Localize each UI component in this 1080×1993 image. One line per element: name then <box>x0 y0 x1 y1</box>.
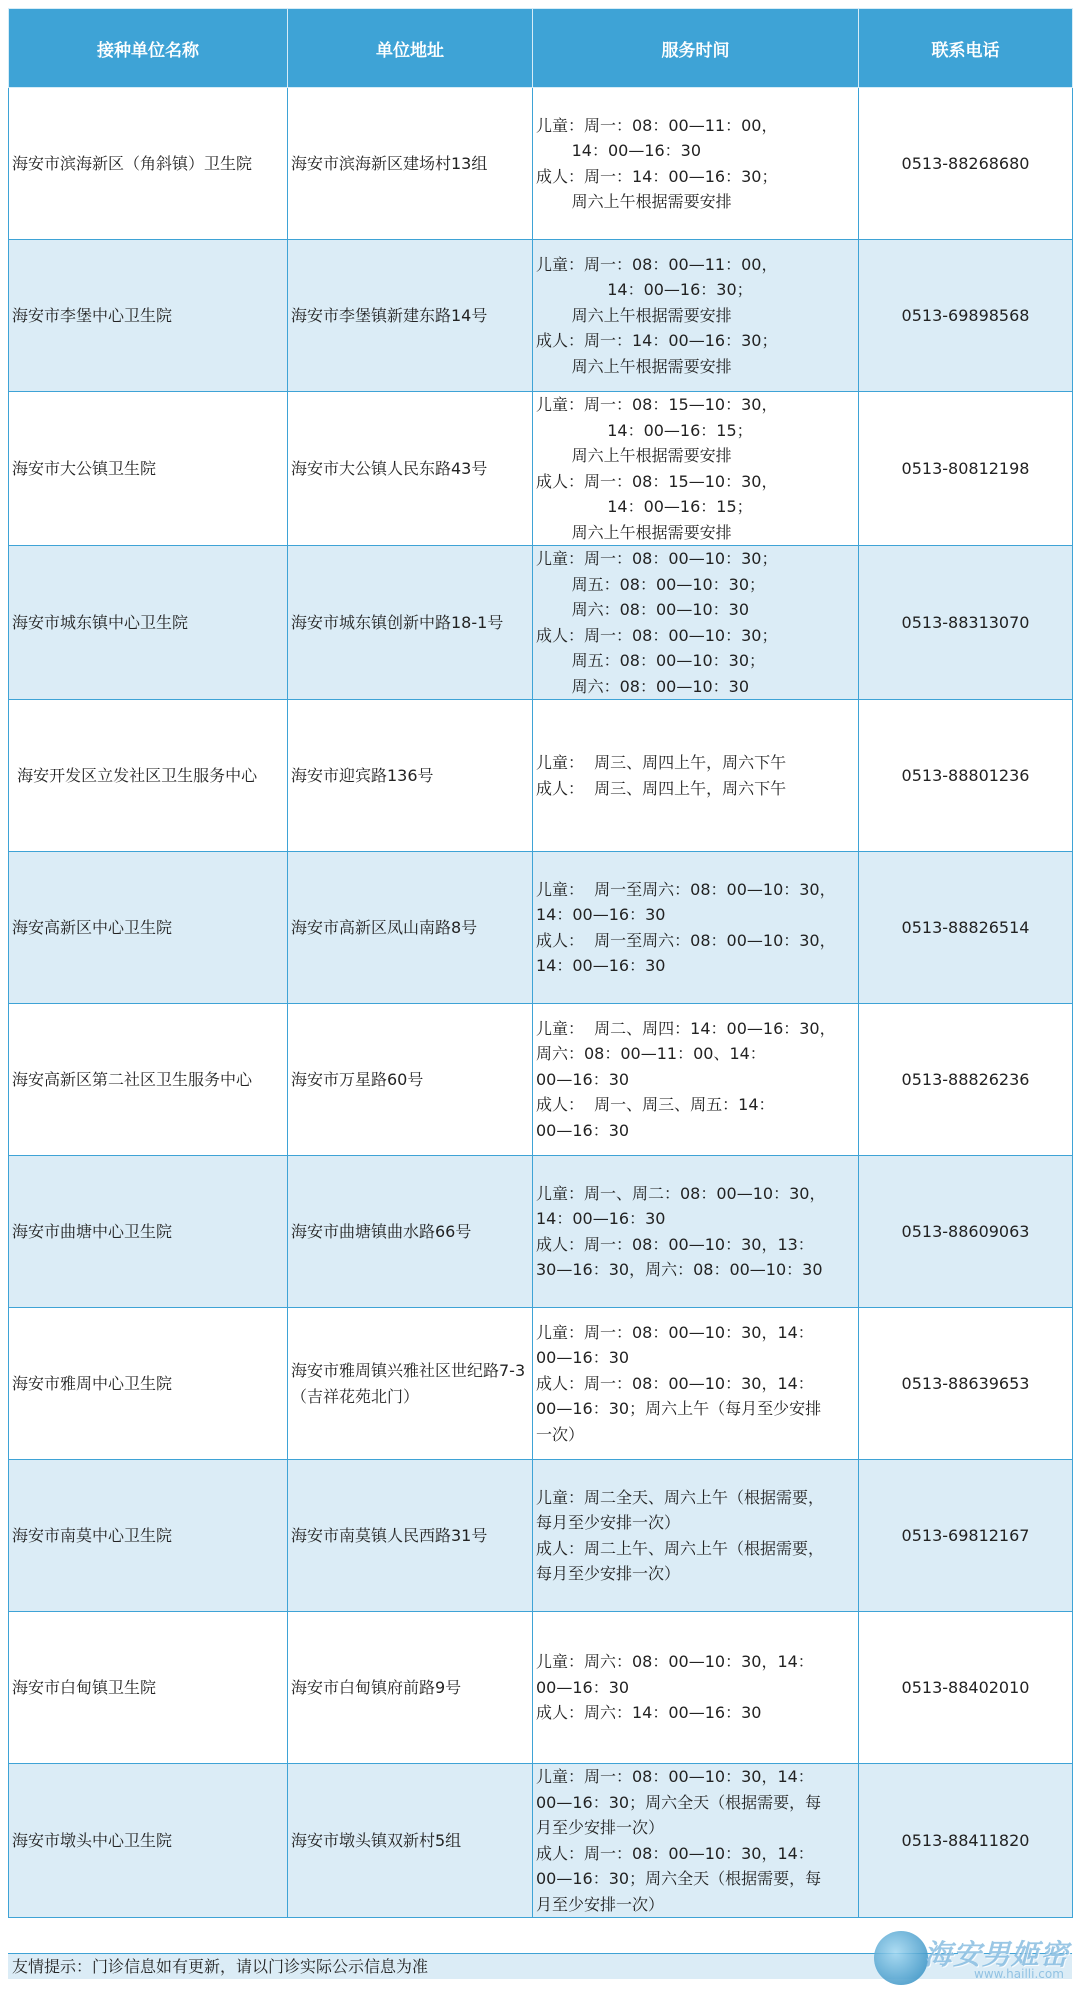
service-time-line: 成人： 周三、周四上午，周六下午 <box>536 778 787 798</box>
service-time-line: 儿童： 周二、周四：14：00—16：30， <box>536 1018 836 1038</box>
vaccination-table-container <box>8 8 1072 1918</box>
table-row <box>9 1460 1073 1612</box>
watermark-url: www.hailli.com <box>974 1967 1064 1981</box>
service-time-line: 成人：周一：08：15—10：30， <box>536 471 778 491</box>
unit-address-cell: 海安市大公镇人民东路43号 <box>288 392 533 546</box>
service-time-line: 周六上午根据需要安排 <box>536 446 732 465</box>
service-time-line: 儿童： 周一至周六：08：00—10：30， <box>536 879 836 899</box>
unit-name-cell: 海安市滨海新区（角斜镇）卫生院 <box>9 88 288 240</box>
unit-name-cell: 海安开发区立发社区卫生服务中心 <box>9 700 288 852</box>
phone-cell: 0513-80812198 <box>859 392 1073 546</box>
table-row <box>9 1156 1073 1308</box>
service-time-line: 儿童：周一：08：00—10：30，14： <box>536 1767 814 1786</box>
service-time-line: 14：00—16：30 <box>536 956 666 975</box>
phone-cell: 0513-88826514 <box>859 852 1073 1004</box>
service-time-line: 00—16：30；周六上午（每月至少安排 <box>536 1399 822 1419</box>
service-time-line: 儿童：周一、周二：08：00—10：30， <box>536 1183 826 1203</box>
unit-name-cell: 海安市城东镇中心卫生院 <box>9 546 288 700</box>
service-time-line: 成人：周六：14：00—16：30 <box>536 1703 762 1723</box>
service-time-line: 儿童：周一：08：00—11：00， <box>536 254 778 274</box>
table-row <box>9 1612 1073 1764</box>
service-time-line: 儿童：周一：08：00—10：30，14： <box>536 1322 814 1342</box>
header-phone: 联系电话 <box>859 9 1073 88</box>
table-row <box>9 88 1073 240</box>
service-time-cell <box>533 546 859 700</box>
service-time-line: 成人：周一：08：00—10：30； <box>536 625 778 645</box>
service-time-line: 成人：周一：08：00—10：30，14： <box>536 1373 814 1393</box>
site-watermark <box>874 1927 1074 1989</box>
phone-cell: 0513-88826236 <box>859 1004 1073 1156</box>
phone-cell: 0513-88402010 <box>859 1612 1073 1764</box>
service-time-line: 儿童：周二全天、周六上午（根据需要， <box>536 1487 825 1507</box>
table-row <box>9 240 1073 392</box>
unit-name-cell: 海安市墩头中心卫生院 <box>9 1764 288 1918</box>
table-row <box>9 700 1073 852</box>
unit-address-cell: 海安市雅周镇兴雅社区世纪路7-3（吉祥花苑北门） <box>288 1308 533 1460</box>
unit-address-cell: 海安市白甸镇府前路9号 <box>288 1612 533 1764</box>
service-time-cell <box>533 700 859 852</box>
service-time-line: 儿童：周一：08：00—11：00， <box>536 115 778 135</box>
table-row <box>9 852 1073 1004</box>
unit-name-cell: 海安市大公镇卫生院 <box>9 392 288 546</box>
service-time-line: 周六上午根据需要安排 <box>536 305 732 325</box>
service-time-cell <box>533 1764 859 1918</box>
unit-name-cell: 海安市李堡中心卫生院 <box>9 240 288 392</box>
phone-cell: 0513-88313070 <box>859 546 1073 700</box>
unit-address-cell: 海安市李堡镇新建东路14号 <box>288 240 533 392</box>
service-time-line: 00—16：30；周六全天（根据需要，每 <box>536 1869 822 1888</box>
service-time-line: 周六上午根据需要安排 <box>536 356 732 376</box>
service-time-line: 月至少安排一次） <box>536 1894 665 1914</box>
phone-cell: 0513-69812167 <box>859 1460 1073 1612</box>
phone-cell: 0513-88609063 <box>859 1156 1073 1308</box>
service-time-line: 周六上午根据需要安排 <box>536 522 732 542</box>
service-time-line: 成人：周二上午、周六上午（根据需要， <box>536 1538 825 1558</box>
service-time-cell <box>533 392 859 546</box>
service-time-line: 30—16：30，周六：08：00—10：30 <box>536 1260 823 1279</box>
service-time-cell <box>533 1004 859 1156</box>
service-time-line: 00—16：30 <box>536 1120 630 1140</box>
header-unit-name: 接种单位名称 <box>9 9 288 88</box>
phone-cell: 0513-88411820 <box>859 1764 1073 1918</box>
service-time-cell <box>533 1460 859 1612</box>
unit-name-cell: 海安高新区第二社区卫生服务中心 <box>9 1004 288 1156</box>
unit-address-cell: 海安市城东镇创新中路18-1号 <box>288 546 533 700</box>
unit-address-cell: 海安市曲塘镇曲水路66号 <box>288 1156 533 1308</box>
service-time-line: 周六：08：00—10：30 <box>536 676 750 696</box>
table-row <box>9 1764 1073 1918</box>
unit-name-cell: 海安市曲塘中心卫生院 <box>9 1156 288 1308</box>
phone-cell: 0513-88639653 <box>859 1308 1073 1460</box>
service-time-line: 14：00—16：15； <box>536 420 753 440</box>
phone-cell: 0513-69898568 <box>859 240 1073 392</box>
service-time-cell <box>533 240 859 392</box>
service-time-line: 00—16：30 <box>536 1677 630 1697</box>
unit-name-cell: 海安市南莫中心卫生院 <box>9 1460 288 1612</box>
vaccination-table <box>8 8 1073 1918</box>
table-row <box>9 392 1073 546</box>
service-time-line: 周五：08：00—10：30； <box>536 651 766 670</box>
header-unit-address: 单位地址 <box>288 9 533 88</box>
watermark-text: 海安男姬密 <box>924 1938 1070 1971</box>
service-time-line: 成人：周一：08：00—10：30，13： <box>536 1234 814 1254</box>
service-time-line: 每月至少安排一次） <box>536 1513 681 1532</box>
service-time-line: 周六：08：00—10：30 <box>536 600 750 619</box>
unit-address-cell: 海安市滨海新区建场村13组 <box>288 88 533 240</box>
unit-address-cell: 海安市高新区凤山南路8号 <box>288 852 533 1004</box>
service-time-line: 一次） <box>536 1424 585 1444</box>
service-time-line: 儿童：周一：08：00—10：30； <box>536 549 778 568</box>
unit-address-cell: 海安市万星路60号 <box>288 1004 533 1156</box>
service-time-line: 周五：08：00—10：30； <box>536 574 766 594</box>
service-time-line: 每月至少安排一次） <box>536 1564 681 1583</box>
service-time-cell <box>533 1156 859 1308</box>
service-time-line: 成人： 周一至周六：08：00—10：30， <box>536 930 836 950</box>
service-time-cell <box>533 852 859 1004</box>
service-time-line: 月至少安排一次） <box>536 1818 665 1837</box>
service-time-line: 周六：08：00—11：00、14： <box>536 1044 766 1064</box>
header-service-time: 服务时间 <box>533 9 859 88</box>
service-time-line: 14：00—16：30； <box>536 280 753 300</box>
unit-name-cell: 海安市雅周中心卫生院 <box>9 1308 288 1460</box>
unit-address-cell: 海安市墩头镇双新村5组 <box>288 1764 533 1918</box>
service-time-line: 14：00—16：15； <box>536 497 753 516</box>
service-time-line: 周六上午根据需要安排 <box>536 192 732 211</box>
service-time-line: 14：00—16：30 <box>536 141 702 160</box>
service-time-cell <box>533 1308 859 1460</box>
table-row <box>9 1308 1073 1460</box>
phone-cell: 0513-88801236 <box>859 700 1073 852</box>
table-header-row <box>9 9 1073 88</box>
service-time-line: 00—16：30 <box>536 1348 630 1368</box>
phone-cell: 0513-88268680 <box>859 88 1073 240</box>
service-time-line: 儿童： 周三、周四上午，周六下午 <box>536 753 787 772</box>
service-time-cell <box>533 1612 859 1764</box>
service-time-cell <box>533 88 859 240</box>
unit-address-cell: 海安市迎宾路136号 <box>288 700 533 852</box>
service-time-line: 00—16：30 <box>536 1069 630 1089</box>
unit-name-cell: 海安市白甸镇卫生院 <box>9 1612 288 1764</box>
table-row <box>9 546 1073 700</box>
unit-name-cell: 海安高新区中心卫生院 <box>9 852 288 1004</box>
service-time-line: 成人：周一：14：00—16：30； <box>536 331 778 351</box>
watermark-logo-icon <box>874 1931 928 1985</box>
service-time-line: 成人： 周一、周三、周五：14： <box>536 1095 775 1115</box>
service-time-line: 成人：周一：14：00—16：30； <box>536 166 778 186</box>
service-time-line: 00—16：30；周六全天（根据需要，每 <box>536 1792 822 1812</box>
table-body <box>9 88 1073 1918</box>
service-time-line: 14：00—16：30 <box>536 905 666 924</box>
unit-address-cell: 海安市南莫镇人民西路31号 <box>288 1460 533 1612</box>
service-time-line: 儿童：周一：08：15—10：30， <box>536 395 778 414</box>
service-time-line: 儿童：周六：08：00—10：30，14： <box>536 1652 814 1672</box>
service-time-line: 成人：周一：08：00—10：30，14： <box>536 1843 814 1863</box>
table-row <box>9 1004 1073 1156</box>
service-time-line: 14：00—16：30 <box>536 1209 666 1228</box>
footer-tip: 友情提示：门诊信息如有更新，请以门诊实际公示信息为准 <box>8 1953 1072 1979</box>
